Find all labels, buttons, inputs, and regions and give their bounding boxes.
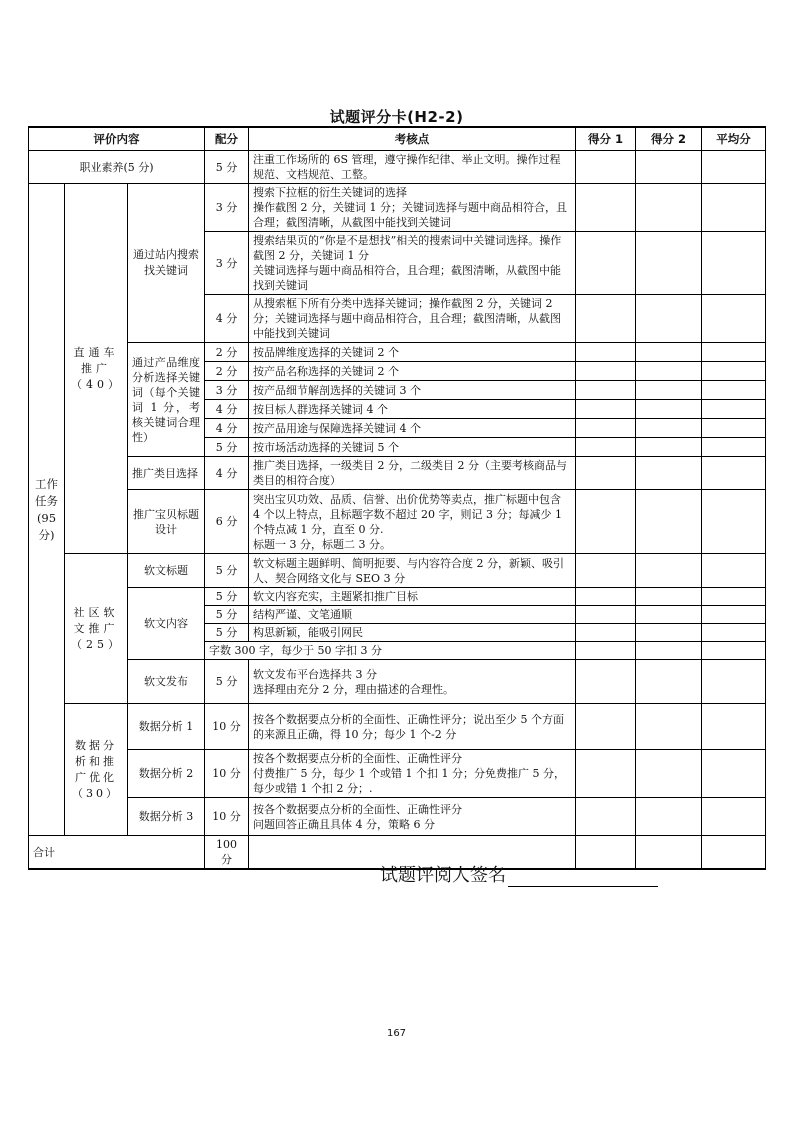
average-cell[interactable] [702, 343, 766, 362]
points-cell: 5 分 [205, 588, 249, 606]
average-cell[interactable] [702, 490, 766, 554]
header-criteria: 考核点 [249, 127, 576, 151]
soft-content-label: 软文内容 [128, 588, 205, 660]
average-cell[interactable] [702, 642, 766, 660]
points-cell: 5 分 [205, 624, 249, 642]
points-cell: 3 分 [205, 184, 249, 232]
average-cell[interactable] [702, 606, 766, 624]
points-cell: 5 分 [205, 606, 249, 624]
score1-cell[interactable] [576, 588, 636, 606]
page-title: 试题评分卡(H2-2) [329, 108, 464, 126]
criteria-cell: 注重工作场所的 6S 管理，遵守操作纪律、举止文明。操作过程规范、文档规范、工整。 [249, 151, 576, 184]
score2-cell[interactable] [636, 606, 702, 624]
score1-cell[interactable] [576, 400, 636, 419]
analysis-item-label: 数据分析 1 [128, 704, 205, 750]
score2-cell[interactable] [636, 232, 702, 295]
criteria-cell: 搜索结果页的“你是不是想找”相关的搜索词中关键词选择。操作截图 2 分，关键词 1 分 关键词选择与题中商品相符合，且合理；截图清晰，从截图中能找到关键词 [249, 232, 576, 295]
points-cell: 4 分 [205, 295, 249, 343]
points-cell: 2 分 [205, 343, 249, 362]
points-cell: 10 分 [205, 704, 249, 750]
total-points: 100 分 [205, 836, 249, 870]
score2-cell[interactable] [636, 295, 702, 343]
criteria-cell: 推广类目选择，一级类目 2 分，二级类目 2 分（主要考核商品与类目的相符合度） [249, 457, 576, 490]
criteria-cell: 按产品细节解剖选择的关键词 3 个 [249, 381, 576, 400]
criteria-cell: 软文内容充实，主题紧扣推广目标 [249, 588, 576, 606]
score1-cell[interactable] [576, 295, 636, 343]
score2-cell[interactable] [636, 400, 702, 419]
score1-cell[interactable] [576, 704, 636, 750]
header-average: 平均分 [702, 127, 766, 151]
score2-cell[interactable] [636, 554, 702, 588]
task-label: 工作任务(95分) [29, 184, 65, 836]
points-cell: 10 分 [205, 798, 249, 836]
table-row [29, 750, 766, 798]
ztc-label: 直通车推广（40） [65, 184, 128, 554]
average-cell[interactable] [702, 554, 766, 588]
signature-area [380, 861, 658, 887]
score2-cell[interactable] [636, 798, 702, 836]
score2-cell[interactable] [636, 381, 702, 400]
score2-cell[interactable] [636, 343, 702, 362]
score2-cell[interactable] [636, 490, 702, 554]
criteria-cell: 结构严谨、文笔通顺 [249, 606, 576, 624]
score2-cell[interactable] [636, 457, 702, 490]
criteria-cell: 按各个数据要点分析的全面性、正确性评分 付费推广 5 分，每少 1 个或错 1 个扣 1 分；分免费推广 5 分，每少或错 1 个扣 2 分；. [249, 750, 576, 798]
table-row [29, 554, 766, 588]
table-header-row [29, 127, 766, 151]
header-points: 配分 [205, 127, 249, 151]
points-cell: 3 分 [205, 232, 249, 295]
score1-cell[interactable] [576, 606, 636, 624]
points-cell: 10 分 [205, 750, 249, 798]
score2-cell[interactable] [636, 184, 702, 232]
average-cell[interactable] [702, 750, 766, 798]
points-cell: 5 分 [205, 660, 249, 704]
criteria-cell: 按品牌维度选择的关键词 2 个 [249, 343, 576, 362]
score1-cell[interactable] [576, 151, 636, 184]
average-cell[interactable] [702, 798, 766, 836]
score1-cell[interactable] [576, 750, 636, 798]
header-score1: 得分 1 [576, 127, 636, 151]
points-cell: 4 分 [205, 419, 249, 438]
score2-cell[interactable] [636, 750, 702, 798]
table-row [29, 660, 766, 704]
points-cell: 5 分 [205, 438, 249, 457]
table-row [29, 457, 766, 490]
criteria-cell: 按各个数据要点分析的全面性、正确性评分 问题回答正确且具体 4 分，策略 6 分 [249, 798, 576, 836]
score2-cell[interactable] [636, 151, 702, 184]
average-cell[interactable] [702, 438, 766, 457]
average-cell[interactable] [702, 381, 766, 400]
score1-cell[interactable] [576, 798, 636, 836]
header-score2: 得分 2 [636, 127, 702, 151]
signature-line[interactable] [508, 866, 658, 887]
criteria-cell: 按产品用途与保障选择关键词 4 个 [249, 419, 576, 438]
score1-cell[interactable] [576, 438, 636, 457]
criteria-cell: 构思新颖，能吸引网民 [249, 624, 576, 642]
analysis-item-label: 数据分析 2 [128, 750, 205, 798]
average-cell[interactable] [702, 232, 766, 295]
score1-cell[interactable] [576, 232, 636, 295]
search-method-label: 通过站内搜索找关键词 [128, 184, 205, 343]
average-cell[interactable] [702, 419, 766, 438]
criteria-cell: 按各个数据要点分析的全面性、正确性评分；说出至少 5 个方面的来源且正确，得 10 分；每少 1 个-2 分 [249, 704, 576, 750]
average-cell[interactable] [702, 660, 766, 704]
table-row [29, 588, 766, 606]
score1-cell[interactable] [576, 554, 636, 588]
score-table [28, 126, 766, 870]
score1-cell[interactable] [576, 642, 636, 660]
points-cell: 5 分 [205, 151, 249, 184]
criteria-cell: 按目标人群选择关键词 4 个 [249, 400, 576, 419]
score2-cell[interactable] [636, 642, 702, 660]
score1-cell[interactable] [576, 457, 636, 490]
wordcount-criteria: 字数 300 字，每少于 50 字扣 3 分 [205, 642, 576, 660]
points-cell: 4 分 [205, 400, 249, 419]
title-design-label: 推广宝贝标题设计 [128, 490, 205, 554]
total-label: 合计 [29, 836, 205, 870]
analysis-item-label: 数据分析 3 [128, 798, 205, 836]
criteria-cell: 按产品名称选择的关键词 2 个 [249, 362, 576, 381]
points-cell: 5 分 [205, 554, 249, 588]
table-row [29, 798, 766, 836]
average-cell[interactable] [702, 400, 766, 419]
average-cell[interactable] [702, 588, 766, 606]
signature-label: 试题评阅人签名 [380, 865, 506, 886]
points-cell: 3 分 [205, 381, 249, 400]
score1-cell[interactable] [576, 343, 636, 362]
score2-cell[interactable] [636, 588, 702, 606]
header-content: 评价内容 [29, 127, 205, 151]
table-row [29, 343, 766, 362]
criteria-cell: 软文标题主题鲜明、简明扼要、与内容符合度 2 分，新颖、吸引人、契合网络文化与 SEO 3 分 [249, 554, 576, 588]
average-cell[interactable] [702, 295, 766, 343]
table-row [29, 151, 766, 184]
points-cell: 4 分 [205, 457, 249, 490]
average-cell[interactable] [702, 624, 766, 642]
soft-title-label: 软文标题 [128, 554, 205, 588]
score2-cell[interactable] [636, 660, 702, 704]
average-cell[interactable] [702, 836, 766, 870]
average-cell[interactable] [702, 362, 766, 381]
score1-cell[interactable] [576, 660, 636, 704]
points-cell: 6 分 [205, 490, 249, 554]
average-cell[interactable] [702, 184, 766, 232]
criteria-cell: 从搜索框下所有分类中选择关键词；操作截图 2 分，关键词 2 分；关键词选择与题中商品相符合，且合理；截图清晰，从截图中能找到关键词 [249, 295, 576, 343]
criteria-cell: 按市场活动选择的关键词 5 个 [249, 438, 576, 457]
score1-cell[interactable] [576, 184, 636, 232]
table-row [29, 184, 766, 232]
table-row [29, 490, 766, 554]
score1-cell[interactable] [576, 362, 636, 381]
professional-label: 职业素养(5 分) [29, 151, 205, 184]
dimension-method-label: 通过产品维度分析选择关键词（每个关键词 1 分，考核关键词合理性） [128, 343, 205, 457]
score1-cell[interactable] [576, 490, 636, 554]
table-row [29, 704, 766, 750]
score2-cell[interactable] [636, 704, 702, 750]
community-label: 社区软文推广（25） [65, 554, 128, 704]
average-cell[interactable] [702, 151, 766, 184]
points-cell: 2 分 [205, 362, 249, 381]
score2-cell[interactable] [636, 362, 702, 381]
average-cell[interactable] [702, 704, 766, 750]
soft-publish-label: 软文发布 [128, 660, 205, 704]
criteria-cell: 突出宝贝功效、品质、信誉、出价优势等卖点，推广标题中包含 4 个以上特点，且标题字数不超过 20 字，则记 3 分；每减少 1 个特点减 1 分，直至 0 分. 标题一 3 分，标题二 3 分。 [249, 490, 576, 554]
score1-cell[interactable] [576, 419, 636, 438]
criteria-cell: 搜索下拉框的衍生关键词的选择 操作截图 2 分，关键词 1 分；关键词选择与题中商品相符合，且合理；截图清晰，从截图中能找到关键词 [249, 184, 576, 232]
category-label: 推广类目选择 [128, 457, 205, 490]
score1-cell[interactable] [576, 381, 636, 400]
score2-cell[interactable] [636, 438, 702, 457]
score2-cell[interactable] [636, 624, 702, 642]
score1-cell[interactable] [576, 624, 636, 642]
page-number: 167 [386, 1028, 407, 1039]
analysis-label: 数据分析和推广优化（30） [65, 704, 128, 836]
score2-cell[interactable] [636, 419, 702, 438]
criteria-cell: 软文发布平台选择共 3 分 选择理由充分 2 分，理由描述的合理性。 [249, 660, 576, 704]
average-cell[interactable] [702, 457, 766, 490]
